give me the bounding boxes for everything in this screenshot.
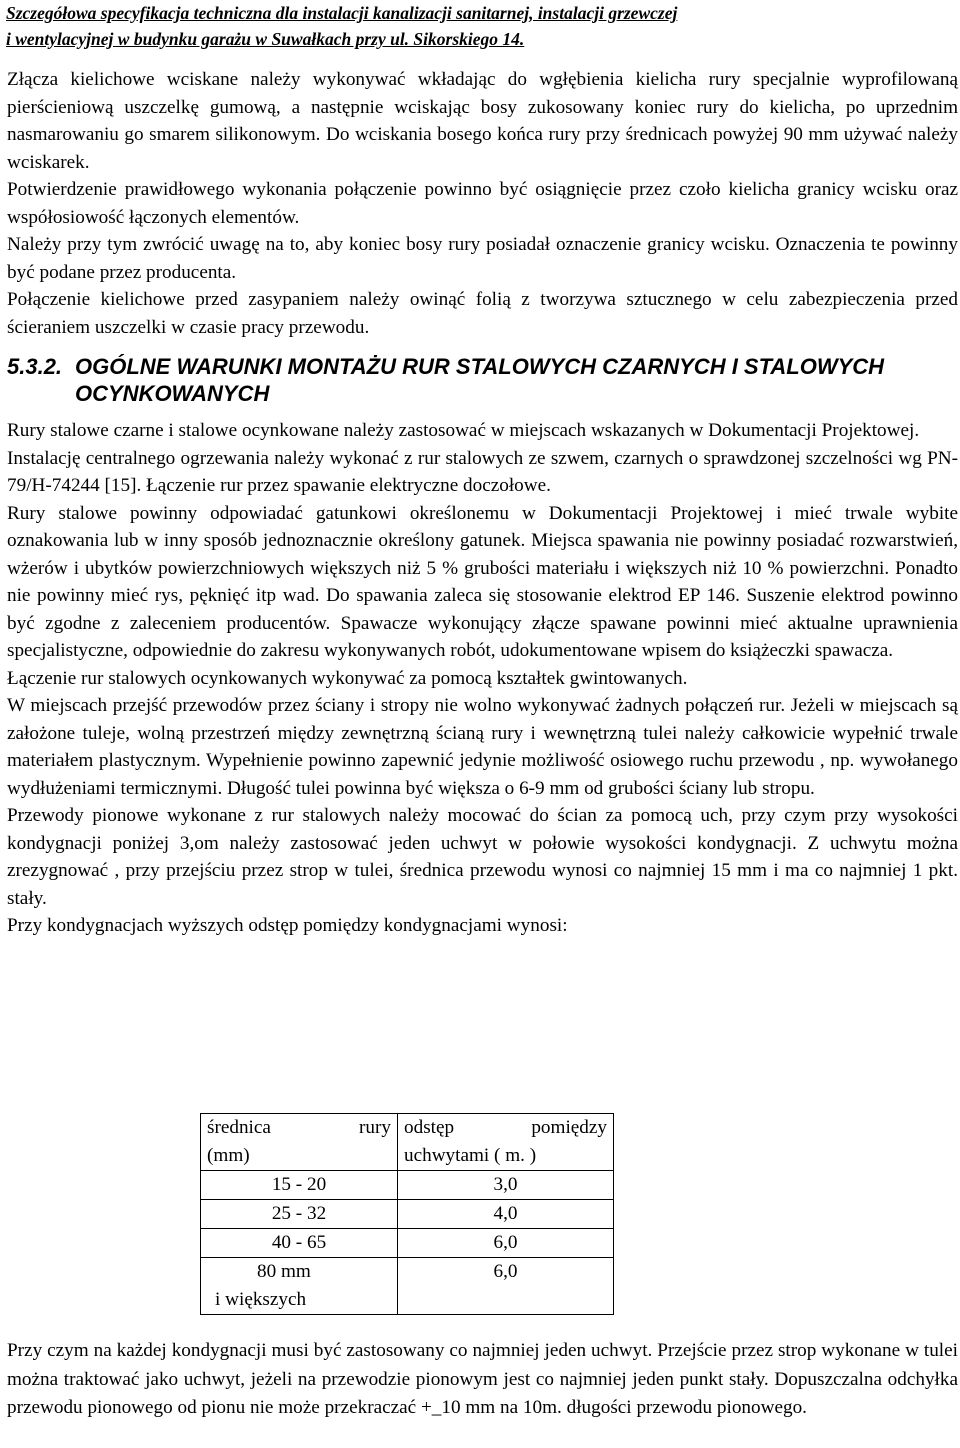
paragraph: Należy przy tym zwrócić uwagę na to, aby koniec bosy rury posiadał oznaczenie granicy wcisku. Oznaczenia te powinny być podane przez producenta. [7, 234, 958, 283]
paragraph: Łączenie rur stalowych ocynkowanych wykonywać za pomocą kształtek gwintowanych. [7, 667, 688, 689]
document-header [6, 0, 956, 52]
cell-spacing: 6,0 [398, 1229, 614, 1258]
table-row [201, 1258, 614, 1315]
header-line-2: i wentylacyjnej w budynku garażu w Suwałkach przy ul. Sikorskiego 14. [6, 29, 525, 49]
paragraph: Rury stalowe powinny odpowiadać gatunkowi określonemu w Dokumentacji Projektowej i mieć trwale wybite oznakowania lub w inny sposób jednoznacznie określony gatunek. Miejsca spawania nie powinny posiadać rozwarstwień, wżerów i ubytków powierzchniowych większych niż 5 % grubości materiału i większych niż 10 % powierzchni. Ponadto nie powinny mieć rys, pęknięć itp wad. Do spawania zaleca się stosowanie elektrod EP 146. Suszenie elektrod powinno być zgodne z zaleceniem producentów. Spawacze wykonujący złącze spawane powinni mieć aktualne uprawnienia specjalistyczne, odpowiednie do zakresu wykonywanych robót, udokumentowane wpisem do książeczki spawacza. [7, 502, 958, 661]
paragraph: Złącza kielichowe wciskane należy wykonywać wkładając do wgłębienia kielicha rury specjalnie wyprofilowaną pierścieniową uszczelkę gumową, a następnie wciskając bosy zukosowany koniec rury do kielicha, po uprzednim nasmarowaniu go smarem silikonowym. Do wciskania bosego końca rury przy średnicach powyżej 90 mm używać należy wciskarek. [7, 69, 958, 173]
cell-spacing: 6,0 [398, 1258, 614, 1315]
header-line-1: Szczegółowa specyfikacja techniczna dla instalacji kanalizacji sanitarnej, instalacji grzewczej [6, 3, 678, 23]
cell-diameter: 15 - 20 [201, 1171, 398, 1200]
spacing-table-container [200, 1113, 614, 1315]
paragraph: Przy czym na każdej kondygnacji musi być zastosowany co najmniej jeden uchwyt. Przejście przez strop wykonane w tulei można traktować jako uchwyt, jeżeli na przewodzie pionowym jest co najmniej jeden punkt stały. Dopuszczalna odchyłka przewodu pionowego od pionu nie może przekraczać +_10 mm na 10m. długości przewodu pionowego. [7, 1340, 958, 1418]
cell-diameter [201, 1258, 398, 1315]
cell-diameter: 40 - 65 [201, 1229, 398, 1258]
paragraph: Potwierdzenie prawidłowego wykonania połączenie powinno być osiągnięcie przez czoło kielicha granicy wcisku oraz współosiowość łączonych elementów. [7, 179, 958, 228]
header-diameter-unit: (mm) [207, 1145, 250, 1166]
cell-spacing: 4,0 [398, 1200, 614, 1229]
section-title-text: OGÓLNE WARUNKI MONTAŻU RUR STALOWYCH CZARNYCH I STALOWYCH OCYNKOWANYCH [75, 354, 885, 406]
paragraph: Instalację centralnego ogrzewania należy wykonać z rur stalowych ze szwem, czarnych o sprawdzonej szczelności wg PN-79/H-74244 [15]. Łączenie rur przez spawanie elektryczne doczołowe. [7, 447, 958, 496]
section-heading [7, 353, 958, 407]
header-diameter-label: średnica rury [207, 1117, 391, 1138]
header-spacing-label: odstęp pomiędzy [404, 1117, 607, 1138]
table-row [201, 1171, 614, 1200]
paragraph: Rury stalowe czarne i stalowe ocynkowane należy zastosować w miejscach wskazanych w Dokumentacji Projektowej. [7, 420, 920, 441]
table-row [201, 1200, 614, 1229]
paragraph: Przy kondygnacjach wyższych odstęp pomiędzy kondygnacjami wynosi: [7, 915, 568, 936]
cell-diameter: 25 - 32 [201, 1200, 398, 1229]
paragraph: W miejscach przejść przewodów przez ściany i stropy nie wolno wykonywać żadnych połączeń rur. Jeżeli w miejscach są założone tuleje, wolną przestrzeń między zewnętrzną ścianą rury i wewnętrzną tulei należy całkowicie wypełnić trwale materiałem plastycznym. Wypełnienie powinno zapewnić jedynie możliwość osiowego ruchu przewodu , np. wywołanego wydłużeniami termicznymi. Długość tulei powinna być większa o 6-9 mm od grubości ściany lub stropu. [7, 695, 958, 799]
cell-diameter-line-1: 80 mm [257, 1261, 311, 1282]
header-spacing-unit: uchwytami ( m. ) [404, 1145, 537, 1166]
table-row [201, 1229, 614, 1258]
paragraph: Połączenie kielichowe przed zasypaniem należy owinąć folią z tworzywa sztucznego w celu zabezpieczenia przed ścieraniem uszczelki w czasie pracy przewodu. [7, 289, 958, 338]
section-number: 5.3.2. [7, 354, 63, 379]
paragraph: Przewody pionowe wykonane z rur stalowych należy mocować do ścian za pomocą uch, przy czym przy wysokości kondygnacji poniżej 3,om należy zastosować jeden uchwyt w połowie wysokości kondygnacji. Z uchwytu można zrezygnować , przy przejściu przez strop w tulei, średnica przewodu wynosi co najmniej 15 mm i ma co najmniej 1 pkt. stały. [7, 805, 958, 909]
pipe-support-spacing-table [200, 1113, 614, 1315]
closing-section [7, 1337, 958, 1423]
document-body [7, 66, 958, 940]
table-header-row [201, 1114, 614, 1171]
cell-diameter-line-2: i większych [215, 1289, 307, 1310]
header-cell-spacing [398, 1114, 614, 1171]
cell-spacing: 3,0 [398, 1171, 614, 1200]
header-cell-diameter [201, 1114, 398, 1171]
